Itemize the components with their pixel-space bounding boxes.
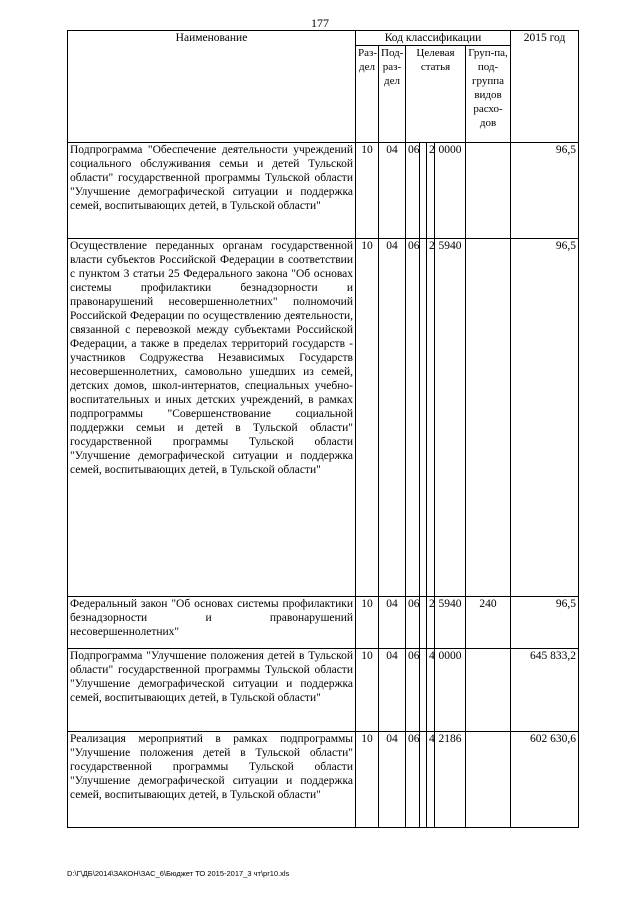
row-section: 10 [356,732,379,828]
row-target-part4: 5940 [435,597,466,649]
header-target-item: Целевая статья [406,46,466,143]
row-expense-group [466,143,511,239]
row-amount: 96,5 [511,597,579,649]
table-row [68,239,579,597]
row-expense-group [466,649,511,732]
row-name: Федеральный закон "Об основах системы профилактики безнадзорности и правонарушений несовершеннолетних" [68,597,356,649]
row-subsection: 04 [379,597,406,649]
row-target-part3: 2 [427,597,435,649]
row-expense-group: 240 [466,597,511,649]
table-row [68,597,579,649]
row-target-part4: 0000 [435,143,466,239]
row-target-part3: 2 [427,239,435,597]
row-target-part2 [420,597,427,649]
header-year: 2015 год [511,31,579,143]
row-amount: 602 630,6 [511,732,579,828]
row-section: 10 [356,239,379,597]
footer-file-path: D:\Г\ДБ\2014\ЗАКОН\ЗАС_6\Бюджет ТО 2015-2017_3 чт\pr10.xls [67,869,290,878]
row-name: Реализация мероприятий в рамках подпрограммы "Улучшение положения детей в Тульской области" государственной программы Тульской области "Улучшение демографической ситуации и поддержка семей, воспитывающих детей, в Тульской области" [68,732,356,828]
row-name: Подпрограмма "Улучшение положения детей в Тульской области" государственной программы Тульской области "Улучшение демографической ситуации и поддержка семей, воспитывающих детей, в Тульской области" [68,649,356,732]
header-section: Раз-дел [356,46,379,143]
row-target-part4: 2186 [435,732,466,828]
row-target-part1: 06 [406,649,420,732]
row-subsection: 04 [379,649,406,732]
row-section: 10 [356,143,379,239]
row-target-part1: 06 [406,239,420,597]
row-expense-group [466,732,511,828]
table-row [68,649,579,732]
row-subsection: 04 [379,239,406,597]
row-target-part4: 0000 [435,649,466,732]
row-expense-group [466,239,511,597]
row-name: Осуществление переданных органам государственной власти субъектов Российской Федерации в соответствии с пунктом 3 статьи 25 Федерального закона "Об основах системы профилактики безнадзорности и правонарушений несовершеннолетних" полномочий Российской Федерации по осуществлению деятельности, связанной с перевозкой между субъектами Российской Федерации, а также в пределах территорий государств - участников Содружества Независимых Государств несовершеннолетних, самовольно ушедших из семей, детских домов, школ-интернатов, специальных учебно-воспитательных и иных детских учреждений, в рамках подпрограммы "Совершенствование социальной поддержки семьи и детей в Тульской области" государственной программы Тульской области "Улучшение демографической ситуации и поддержка семей, воспитывающих детей, в Тульской области" [68,239,356,597]
row-amount: 645 833,2 [511,649,579,732]
page-number: 177 [311,16,329,30]
table-row [68,143,579,239]
row-subsection: 04 [379,143,406,239]
row-target-part2 [420,143,427,239]
row-target-part1: 06 [406,143,420,239]
row-section: 10 [356,649,379,732]
row-name: Подпрограмма "Обеспечение деятельности учреждений социального обслуживания семьи и детей Тульской области" государственной программы Тульской области "Улучшение демографической ситуации и поддержка семей, воспитывающих детей, в Тульской области" [68,143,356,239]
budget-table [67,30,579,828]
row-subsection: 04 [379,732,406,828]
row-target-part3: 4 [427,732,435,828]
table-row [68,732,579,828]
row-target-part2 [420,732,427,828]
header-subsection: Под-раз-дел [379,46,406,143]
row-target-part2 [420,239,427,597]
row-target-part1: 06 [406,597,420,649]
row-amount: 96,5 [511,143,579,239]
header-name: Наименование [68,31,356,143]
row-target-part1: 06 [406,732,420,828]
row-target-part4: 5940 [435,239,466,597]
row-target-part3: 4 [427,649,435,732]
header-expense-group: Груп-па, под-группа видов расхо-дов [466,46,511,143]
row-amount: 96,5 [511,239,579,597]
header-classification-code: Код классификации [356,31,511,46]
row-target-part2 [420,649,427,732]
row-section: 10 [356,597,379,649]
row-target-part3: 2 [427,143,435,239]
